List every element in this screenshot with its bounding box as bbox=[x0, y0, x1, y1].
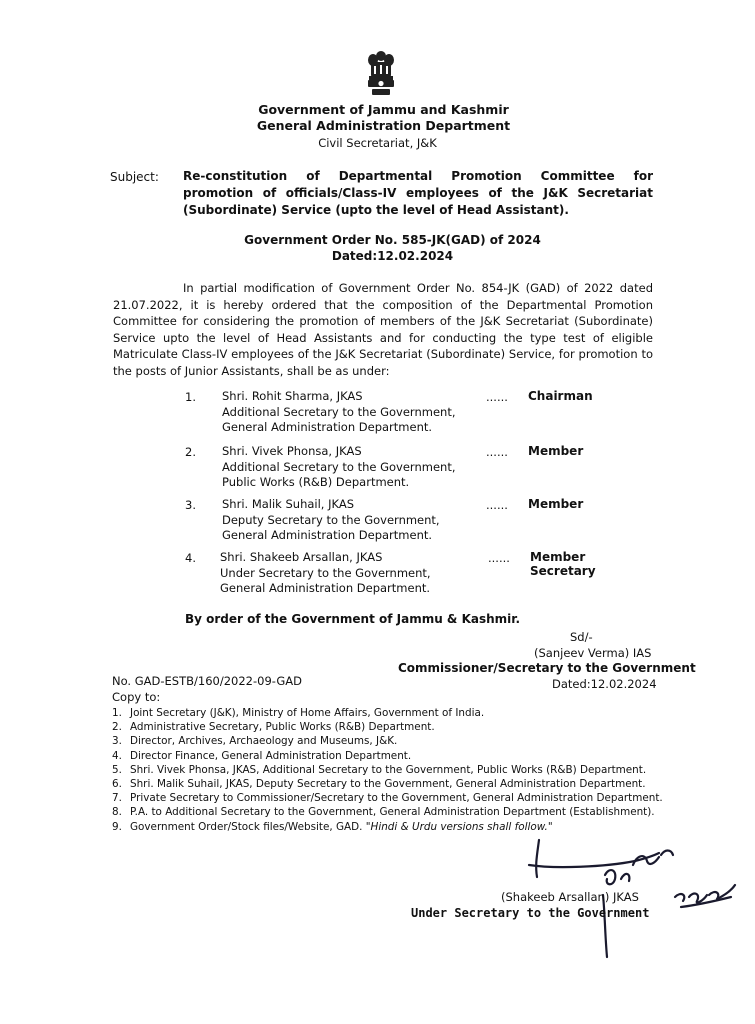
member-number: 4. bbox=[185, 551, 196, 565]
member-name: Shri. Shakeeb Arsallan, JKAS bbox=[220, 550, 383, 564]
list-item-text: Shri. Vivek Phonsa, JKAS, Additional Secretary to the Government, Public Works (R&B) Department. bbox=[130, 763, 647, 776]
signed-mark: Sd/- bbox=[570, 630, 593, 644]
language-note: "Hindi & Urdu versions shall follow." bbox=[365, 820, 553, 833]
list-item-text: Private Secretary to Commissioner/Secretary to the Government, General Administration Department. bbox=[130, 792, 663, 805]
signatory-name: (Sanjeev Verma) IAS bbox=[534, 646, 652, 660]
member-role: Member bbox=[528, 444, 584, 458]
member-name: Shri. Malik Suhail, JKAS bbox=[222, 497, 355, 511]
member-designation: Additional Secretary to the Government, bbox=[222, 404, 456, 419]
signatory-title: Commissioner/Secretary to the Government bbox=[398, 661, 696, 675]
leader-dots: ...... bbox=[486, 390, 508, 404]
subject-text: Re-constitution of Departmental Promotion Committee for promotion of officials/Class-IV employees of the J&K Secretariat (Subordinate) Service (upto the level of Head Assistant). bbox=[183, 169, 653, 217]
member-role: Member Secretary bbox=[530, 550, 596, 578]
member-number: 1. bbox=[185, 390, 196, 404]
list-item-number: 8. bbox=[112, 806, 122, 819]
member-entry bbox=[222, 444, 482, 491]
reference-number: No. GAD-ESTB/160/2022-09-GAD bbox=[112, 674, 302, 688]
national-emblem-icon bbox=[364, 48, 398, 100]
list-item-text: Joint Secretary (J&K), Ministry of Home Affairs, Government of India. bbox=[130, 707, 485, 719]
list-item-text: Government Order/Stock files/Website, GAD. bbox=[130, 820, 363, 833]
list-item bbox=[112, 734, 672, 748]
list-item-number: 2. bbox=[112, 721, 122, 734]
list-item-text: Director, Archives, Archaeology and Museums, J&K. bbox=[130, 735, 398, 748]
member-designation: Under Secretary to the Government, bbox=[220, 565, 431, 580]
list-item-number: 6. bbox=[112, 778, 122, 791]
member-name: Shri. Vivek Phonsa, JKAS bbox=[222, 444, 362, 458]
member-name: Shri. Rohit Sharma, JKAS bbox=[222, 389, 363, 403]
office-location: Civil Secretariat, J&K bbox=[318, 136, 437, 150]
list-item-number: 4. bbox=[112, 749, 122, 762]
department-name: General Administration Department bbox=[256, 118, 511, 133]
member-department: Public Works (R&B) Department. bbox=[222, 475, 410, 489]
copy-to-list bbox=[112, 706, 672, 834]
member-entry bbox=[220, 550, 480, 597]
leader-dots: ...... bbox=[486, 445, 508, 459]
list-item-text: Administrative Secretary, Public Works (R&B) Department. bbox=[130, 721, 435, 734]
list-item bbox=[112, 763, 672, 777]
member-designation: Additional Secretary to the Government, bbox=[222, 459, 456, 474]
member-entry bbox=[222, 497, 482, 544]
member-entry bbox=[222, 389, 482, 436]
list-item-text: Shri. Malik Suhail, JKAS, Deputy Secretary to the Government, General Administration Department. bbox=[130, 778, 646, 791]
member-department: General Administration Department. bbox=[222, 528, 433, 542]
member-number: 3. bbox=[185, 498, 196, 512]
member-department: General Administration Department. bbox=[222, 420, 433, 434]
list-item bbox=[112, 805, 672, 819]
list-item bbox=[112, 791, 672, 805]
list-item-number: 3. bbox=[112, 735, 122, 748]
leader-dots: ...... bbox=[488, 551, 510, 565]
list-item bbox=[112, 706, 672, 720]
under-secretary-title: Under Secretary to the Government bbox=[411, 906, 650, 920]
member-role: Member bbox=[528, 497, 584, 511]
reference-date: Dated:12.02.2024 bbox=[552, 677, 657, 691]
order-number: Government Order No. 585-JK(GAD) of 2024 bbox=[244, 233, 541, 247]
list-item-number: 1. bbox=[112, 707, 122, 719]
list-item bbox=[112, 820, 672, 834]
government-name: Government of Jammu and Kashmir bbox=[258, 102, 509, 117]
member-designation: Deputy Secretary to the Government, bbox=[222, 512, 440, 527]
member-number: 2. bbox=[185, 445, 196, 459]
member-role: Chairman bbox=[528, 389, 593, 403]
list-item bbox=[112, 720, 672, 734]
under-secretary-name: (Shakeeb Arsallan) JKAS bbox=[501, 890, 639, 904]
by-order-line: By order of the Government of Jammu & Kashmir. bbox=[185, 612, 521, 626]
list-item-number: 5. bbox=[112, 763, 122, 776]
order-body-paragraph: In partial modification of Government Order No. 854-JK (GAD) of 2022 dated 21.07.2022, it is hereby ordered that the composition of the Departmental Promotion Committee for considering the promotion of members of the J&K Secretariat (Subordinate) Service upto the level of Head Assistants and for conducting the type test of eligible Matriculate Class-IV employees of the J&K Secretariat (Subordinate) Service, for promotion to the posts of Junior Assistants, shall be as under: bbox=[113, 281, 653, 378]
leader-dots: ...... bbox=[486, 498, 508, 512]
list-item bbox=[112, 749, 672, 763]
order-date: Dated:12.02.2024 bbox=[331, 249, 454, 263]
copy-to-label: Copy to: bbox=[112, 690, 161, 704]
list-item bbox=[112, 777, 672, 791]
subject-label: Subject: bbox=[110, 170, 159, 184]
list-item-number: 7. bbox=[112, 792, 122, 805]
member-department: General Administration Department. bbox=[220, 581, 431, 595]
list-item-number: 9. bbox=[112, 820, 122, 833]
list-item-text: P.A. to Additional Secretary to the Government, General Administration Department (Establishment). bbox=[130, 806, 655, 819]
list-item-text: Director Finance, General Administration Department. bbox=[130, 749, 412, 762]
